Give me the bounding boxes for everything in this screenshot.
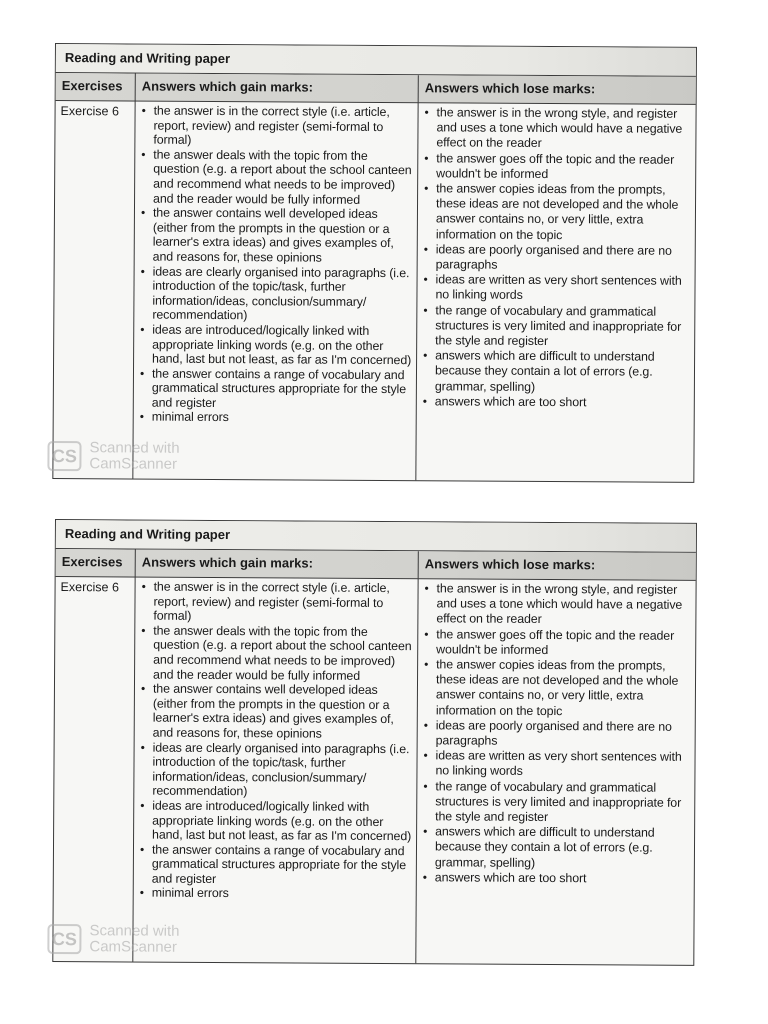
table-row	[53, 576, 695, 965]
camscanner-logo-icon: CS	[47, 441, 81, 471]
list-item: • the answer is in the correct style (i.e. article, report, review) and register (semi-formal to formal)	[139, 104, 413, 149]
list-item: • the answer contains well developed ideas (either from the prompts in the question or a learner's extra ideas) and gives examples of, and reasons for, these opinions	[139, 206, 413, 266]
list-item: • the answer copies ideas from the prompts, these ideas are not developed and the whole answer contains no, or very little, extra information on the topic	[422, 181, 691, 243]
list-item: • ideas are introduced/logically linked with appropriate linking words (e.g. on the other hand, last but not least, as far as I'm concerned)	[138, 798, 412, 843]
gain-marks-cell	[133, 576, 418, 963]
watermark-line-2: CamScanner	[89, 455, 178, 473]
list-item: • ideas are poorly organised and there are no paragraphs	[422, 242, 691, 274]
gain-marks-list	[138, 580, 414, 903]
lose-marks-cell	[416, 578, 695, 965]
list-item: • ideas are clearly organised into paragraphs (i.e. introduction of the topic/task, further information/ideas, conclusion/summary/ recommendation)	[138, 264, 412, 324]
list-item: • ideas are poorly organised and there are no paragraphs	[422, 718, 691, 750]
gain-marks-cell	[133, 100, 418, 480]
header-exercises: Exercises	[56, 549, 136, 576]
watermark-line-1: Scanned with	[89, 439, 180, 457]
camscanner-logo-icon: CS	[47, 924, 81, 954]
list-item: • the answer contains well developed ideas (either from the prompts in the question or a learner's extra ideas) and gives examples of, and reasons for, these opinions	[139, 682, 413, 742]
list-item: • the answer is in the correct style (i.e. article, report, review) and register (semi-formal to formal)	[139, 580, 413, 625]
watermark-line-1: Scanned with	[89, 922, 180, 940]
list-item: • the answer deals with the topic from the question (e.g. a report about the school canteen and recommend what needs to be improved) and the reader would be fully informed	[139, 623, 413, 683]
list-item: • ideas are written as very short sentences with no linking words	[421, 272, 690, 304]
lose-marks-cell	[416, 102, 695, 482]
list-item: • the answer deals with the topic from the question (e.g. a report about the school canteen and recommend what needs to be improved) and the reader would be fully informed	[139, 147, 413, 207]
lose-marks-list	[421, 581, 692, 887]
mark-scheme-card-1	[52, 43, 697, 483]
list-item: • the answer contains a range of vocabulary and grammatical structures appropriate for the style and register	[138, 366, 412, 411]
list-item: • the answer copies ideas from the prompts, these ideas are not developed and the whole answer contains no, or very little, extra information on the topic	[422, 657, 691, 719]
header-lose-marks: Answers which lose marks:	[424, 556, 596, 573]
list-item: • ideas are introduced/logically linked with appropriate linking words (e.g. on the other hand, last but not least, as far as I'm concerned)	[138, 322, 412, 367]
header-exercises: Exercises	[56, 73, 136, 100]
list-item: • the answer is in the wrong style, and register and uses a tone which would have a negative effect on the reader	[422, 105, 691, 152]
list-item: • ideas are written as very short sentences with no linking words	[421, 748, 690, 780]
exercise-label: Exercise 6	[53, 100, 135, 478]
mark-scheme-card-2	[52, 519, 697, 966]
list-item: • answers which are difficult to understand because they contain a lot of errors (e.g. grammar, spelling)	[421, 348, 690, 395]
list-item: • the range of vocabulary and grammatical structures is very limited and inappropriate for the style and register	[421, 779, 690, 826]
list-item: • answers which are too short	[421, 394, 690, 411]
exercise-label: Exercise 6	[53, 576, 135, 961]
list-item: • the range of vocabulary and grammatical structures is very limited and inappropriate for the style and register	[421, 303, 690, 350]
watermark-line-2: CamScanner	[89, 938, 177, 956]
list-item: • answers which are difficult to understand because they contain a lot of errors (e.g. grammar, spelling)	[421, 824, 690, 871]
list-item: • the answer goes off the topic and the reader wouldn't be informed	[422, 151, 691, 183]
gain-marks-list	[138, 104, 414, 427]
paper-title: Reading and Writing paper	[56, 44, 696, 77]
list-item: • the answer goes off the topic and the reader wouldn't be informed	[422, 627, 691, 659]
lose-marks-list	[421, 105, 692, 411]
list-item: • minimal errors	[138, 886, 412, 902]
table-row	[53, 100, 695, 482]
header-gain-marks: Answers which gain marks:	[136, 549, 419, 578]
list-item: • minimal errors	[138, 410, 412, 426]
list-item: • the answer contains a range of vocabulary and grammatical structures appropriate for the style and register	[138, 842, 412, 887]
paper-title: Reading and Writing paper	[56, 520, 696, 553]
header-gain-marks: Answers which gain marks:	[136, 73, 419, 102]
list-item: • answers which are too short	[421, 870, 690, 887]
list-item: • ideas are clearly organised into paragraphs (i.e. introduction of the topic/task, further information/ideas, conclusion/summary/ recommendation)	[138, 740, 412, 800]
header-lose-marks: Answers which lose marks:	[424, 80, 596, 97]
list-item: • the answer is in the wrong style, and register and uses a tone which would have a negative effect on the reader	[422, 581, 691, 628]
